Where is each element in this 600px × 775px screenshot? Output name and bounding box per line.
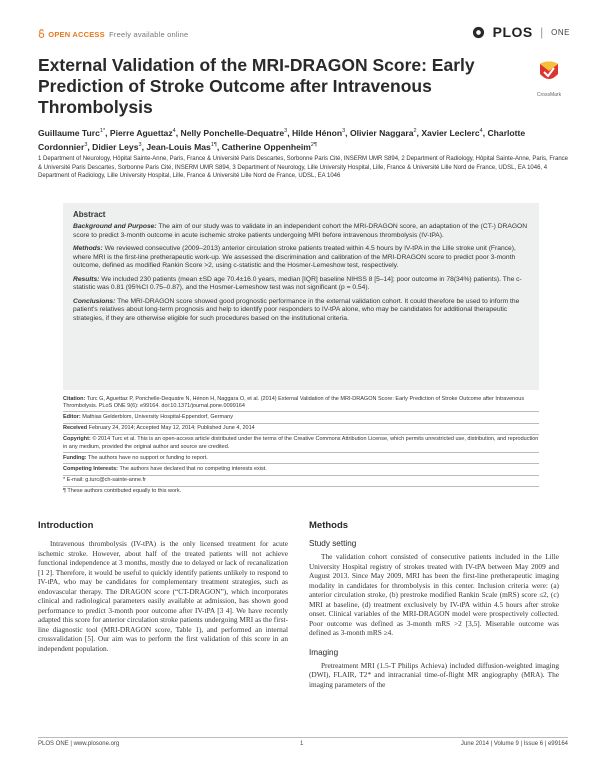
abstract-results bbox=[73, 276, 529, 293]
equal-contribution-row bbox=[63, 487, 539, 497]
meta-label: Funding: bbox=[63, 454, 87, 461]
author-affiliation-marker: 4 bbox=[479, 128, 483, 134]
crossmark-label: CrossMark bbox=[536, 92, 562, 98]
author-affiliation-marker: 3 bbox=[138, 142, 142, 149]
author-affiliation-marker: 3 bbox=[342, 128, 346, 134]
author-name-text: Guillaume Turc bbox=[38, 127, 100, 138]
footer-issue-info: June 2014 | Volume 9 | Issue 6 | e99164 bbox=[460, 741, 568, 747]
abstract-methods bbox=[73, 245, 529, 271]
plos-one-logo bbox=[472, 24, 570, 40]
editor-row bbox=[63, 412, 539, 423]
meta-label: Copyright: bbox=[63, 436, 91, 443]
imaging-text: Pretreatment MRI (1.5-T Philips Achieva) included diffusion-weighted imaging (DWI), FLAIR, T2* and intracranial time-of-flight MR angiography (MRA). The imaging parameters of the bbox=[309, 660, 559, 689]
affiliations: 1 Department of Neurology, Hôpital Sainte-Anne, Paris, France & Université Paris Descartes, Sorbonne Paris Cité, INSERM UMR S894, 2 Department of Radiology, Hôpital Sainte-Anne, Paris, France & Université Paris Descartes, Sorbonne Paris Cité, INSERM UMR S894, 3 Department of Neurology, Lille University Hospital, Lille, France & Université Lille Nord de France, UDSL, EA 1046, 4 Department of Radiology, Lille University Hospital, Lille, France & Université Lille Nord de France, UDSL, EA 1046 bbox=[38, 156, 569, 180]
author-affiliation-marker: 3 bbox=[284, 128, 288, 134]
author-affiliation-marker: 2¶ bbox=[310, 142, 317, 149]
meta-text: February 24, 2014; Accepted May 12, 2014; Published June 4, 2014 bbox=[87, 425, 255, 432]
access-label: ACCESS bbox=[72, 30, 105, 39]
author-name bbox=[350, 128, 417, 138]
author-name bbox=[222, 142, 317, 152]
abstract-label: Results: bbox=[73, 275, 100, 283]
funding-row bbox=[63, 453, 539, 464]
author-name bbox=[180, 128, 287, 138]
abstract-heading: Abstract bbox=[73, 210, 106, 219]
corresponding-email-link[interactable]: * E-mail: g.turc@ch-sainte-anne.fr bbox=[63, 477, 146, 484]
meta-text: The authors have no support or funding to report. bbox=[86, 454, 208, 461]
one-wordmark: ONE bbox=[551, 28, 570, 37]
author-affiliation-marker: 4 bbox=[172, 128, 176, 134]
logo-separator: | bbox=[540, 25, 544, 39]
abstract-text: The aim of our study was to validate in an independent cohort the MRI-DRAGON score, an adaptation of the (CT-) DRAGON score to predict 3-month outcome in acute ischemic stroke patients undergoing MRI before intravenous thrombolysis (IV-tPA). bbox=[73, 223, 528, 239]
footer-journal-url[interactable]: PLOS ONE | www.plosone.org bbox=[38, 741, 120, 747]
meta-text: Turc G, Aguettaz P, Ponchelle-Dequatre N, Hénon H, Naggara O, et al. (2014) External Validation of the MRI-DRAGON Score: Early Prediction of Stroke Outcome after Intravenous Thrombolysis. PLoS ONE 9(6): e99164. doi:10.1371/journal.pone.0099164 bbox=[63, 395, 525, 409]
study-setting-heading: Study setting bbox=[309, 539, 357, 548]
imaging-heading: Imaging bbox=[309, 647, 339, 657]
abstract-label: Methods: bbox=[73, 245, 103, 252]
author-name bbox=[92, 142, 141, 152]
email-row[interactable] bbox=[63, 476, 539, 487]
author-affiliation-marker: 1¶ bbox=[210, 142, 217, 149]
abstract-conclusions bbox=[73, 298, 529, 324]
author-name-text: Olivier Naggara bbox=[349, 127, 414, 138]
author-name bbox=[421, 128, 482, 138]
competing-interests-row bbox=[63, 464, 539, 475]
abstract-box bbox=[63, 203, 539, 390]
author-name bbox=[110, 128, 176, 138]
dates-row bbox=[63, 424, 539, 435]
article-metadata bbox=[63, 394, 539, 497]
freely-available-label: Freely available online bbox=[109, 30, 189, 39]
author-name bbox=[292, 128, 345, 138]
author-name-text: Nelly Ponchelle-Dequatre bbox=[180, 127, 285, 138]
right-column bbox=[309, 520, 559, 689]
author-name-text: Didier Leys bbox=[92, 142, 139, 153]
abstract-text: The MRI-DRAGON score showed good prognostic performance in the external validation cohort. It could therefore be used to inform the patient's relatives about long-term prognosis and help to identify poor responders to IV-tPA alone, who may be candidates for additional therapeutic strategies, if they are otherwise eligible for such procedures based on the institutional criteria. bbox=[73, 297, 520, 322]
author-name-text: Pierre Aguettaz bbox=[109, 127, 173, 138]
methods-heading: Methods bbox=[309, 520, 349, 531]
crossmark-icon bbox=[538, 60, 560, 86]
open-access-banner bbox=[38, 29, 188, 39]
plos-wordmark: PLOS bbox=[492, 24, 533, 40]
abstract-background bbox=[73, 223, 529, 240]
meta-text: The authors have declared that no competing interests exist. bbox=[118, 465, 267, 472]
open-access-lock-icon bbox=[38, 29, 45, 38]
meta-label: Received bbox=[63, 425, 88, 432]
author-name-text: Charlotte Cordonnier bbox=[38, 127, 526, 153]
copyright-row bbox=[63, 435, 539, 453]
author-affiliation-marker: 1* bbox=[99, 128, 106, 134]
author-name bbox=[146, 142, 217, 152]
study-setting-text: The validation cohort consisted of consecutive patients included in the Lille University Hospital registry of strokes treated with IV-tPA between May 2009 and August 2013. Since May 2009, MRI has been the first-line pretherapeutic imaging modality in candidates for thrombolysis in this center. Inclusion criteria were: (a) anterior circulation stroke, (b) prestroke modified Rankin Scale (mRS) score ≤2, (c) MRI at baseline, (d) treatment exclusively by IV-tPA within 4.5 hours after stroke onset. Clinical variables of the MRI-DRAGON model were prospectively collected. Poor outcome was defined as 3-month mRS >2 [3,5]. Miserable outcome was defined as 3-month mRS ≥4. bbox=[309, 552, 559, 637]
meta-label: Competing Interests: bbox=[63, 465, 119, 472]
author-name-text: Catherine Oppenheim bbox=[221, 142, 311, 153]
abstract-label: Background and Purpose: bbox=[73, 223, 157, 230]
author-name bbox=[38, 128, 105, 138]
meta-text: © 2014 Turc et al. This is an open-access article distributed under the terms of the Creative Commons Attribution License, which permits unrestricted use, distribution, and reproduction in any medium, provided the original author and source are credited. bbox=[63, 436, 539, 450]
abstract-label: Conclusions: bbox=[73, 297, 116, 305]
meta-text: Mathias Gelderblom, University Hospital-Eppendorf, Germany bbox=[80, 413, 233, 420]
abstract-text: We reviewed consecutive (2009–2013) anterior circulation stroke patients treated within 4.5 hours by IV-tPA in the Lille stroke unit (France), where MRI is the first-line pretherapeutic work-up. We assessed the discrimination and calibration of the MRI-DRAGON score to predict poor 3-month outcome, defined as modified Rankin Score >2, using c-statistic and the Hosmer-Lemeshow test, respectively. bbox=[73, 245, 516, 269]
plos-logo-icon bbox=[472, 26, 485, 39]
author-name-text: Xavier Leclerc bbox=[421, 127, 480, 138]
author-affiliation-marker: 3 bbox=[84, 142, 88, 149]
author-list: Guillaume Turc$^{1*}$, Pierre Aguettaz$^4$, Nelly Ponchelle-Dequatre$^3$, Hilde Hénon$^3$, Olivier Naggara$^2$, Xavier Leclerc$^4$, Charlotte Cordonnier$^3$, Didier Leys$^3$, Jean-Louis Mas$^{1\P}$, Catherine Oppenheim$^{2\P}$ bbox=[38, 127, 526, 153]
introduction-text: Intravenous thrombolysis (IV-tPA) is the only licensed treatment for acute ischemic stroke. However, about half of the treated patients will not achieve functional independence at 3 months, mostly due to delayed or lack of recanalization [1 2]. Therefore, it would be useful to quickly identify patients unlikely to respond to IV-tPA, who may be candidates for complementary treatment strategies, such as endovascular therapy. The DRAGON score (“CT-DRAGON”), which incorporates clinical and radiological parameters easily available at admission, has shown good performance to predict 3-month poor outcome after IV-tPA [3 4]. We have recently adapted this score for anterior circulation stroke patients undergoing MRI as the first-line diagnostic tool (MRI-DRAGON score, Table 1), and performed an internal crossvalidation [5]. Our aim was to perform the first validation of this score in an independent population. bbox=[38, 539, 288, 653]
author-name-text: Hilde Hénon bbox=[291, 127, 343, 138]
open-label: OPEN bbox=[48, 30, 71, 39]
introduction-heading: Introduction bbox=[38, 520, 94, 531]
page-number: 1 bbox=[300, 741, 304, 747]
citation-row bbox=[63, 394, 539, 412]
meta-text: ¶ These authors contributed equally to this work. bbox=[63, 488, 182, 495]
journal-header bbox=[38, 24, 570, 46]
article-title: External Validation of the MRI-DRAGON Score: Early Prediction of Stroke Outcome after Intravenous Thrombolysis bbox=[38, 55, 475, 117]
meta-label: Editor: bbox=[63, 413, 81, 420]
author-affiliation-marker: 2 bbox=[413, 128, 417, 134]
left-column bbox=[38, 520, 288, 653]
page-footer bbox=[38, 737, 568, 747]
author-name-text: Jean-Louis Mas bbox=[146, 142, 211, 153]
abstract-text: We included 230 patients (mean ±SD age 70.4±16.0 years, median [IQR] baseline NIHSS 8 [5–14]; poor outcome in 78(34%) patients). The c-statistic was 0.81 (95%CI 0.75–0.87), and the Hosmer-Lemeshow test was not significant (p = 0.54). bbox=[73, 275, 522, 291]
meta-label: Citation: bbox=[63, 395, 86, 402]
crossmark-badge[interactable] bbox=[530, 60, 568, 98]
